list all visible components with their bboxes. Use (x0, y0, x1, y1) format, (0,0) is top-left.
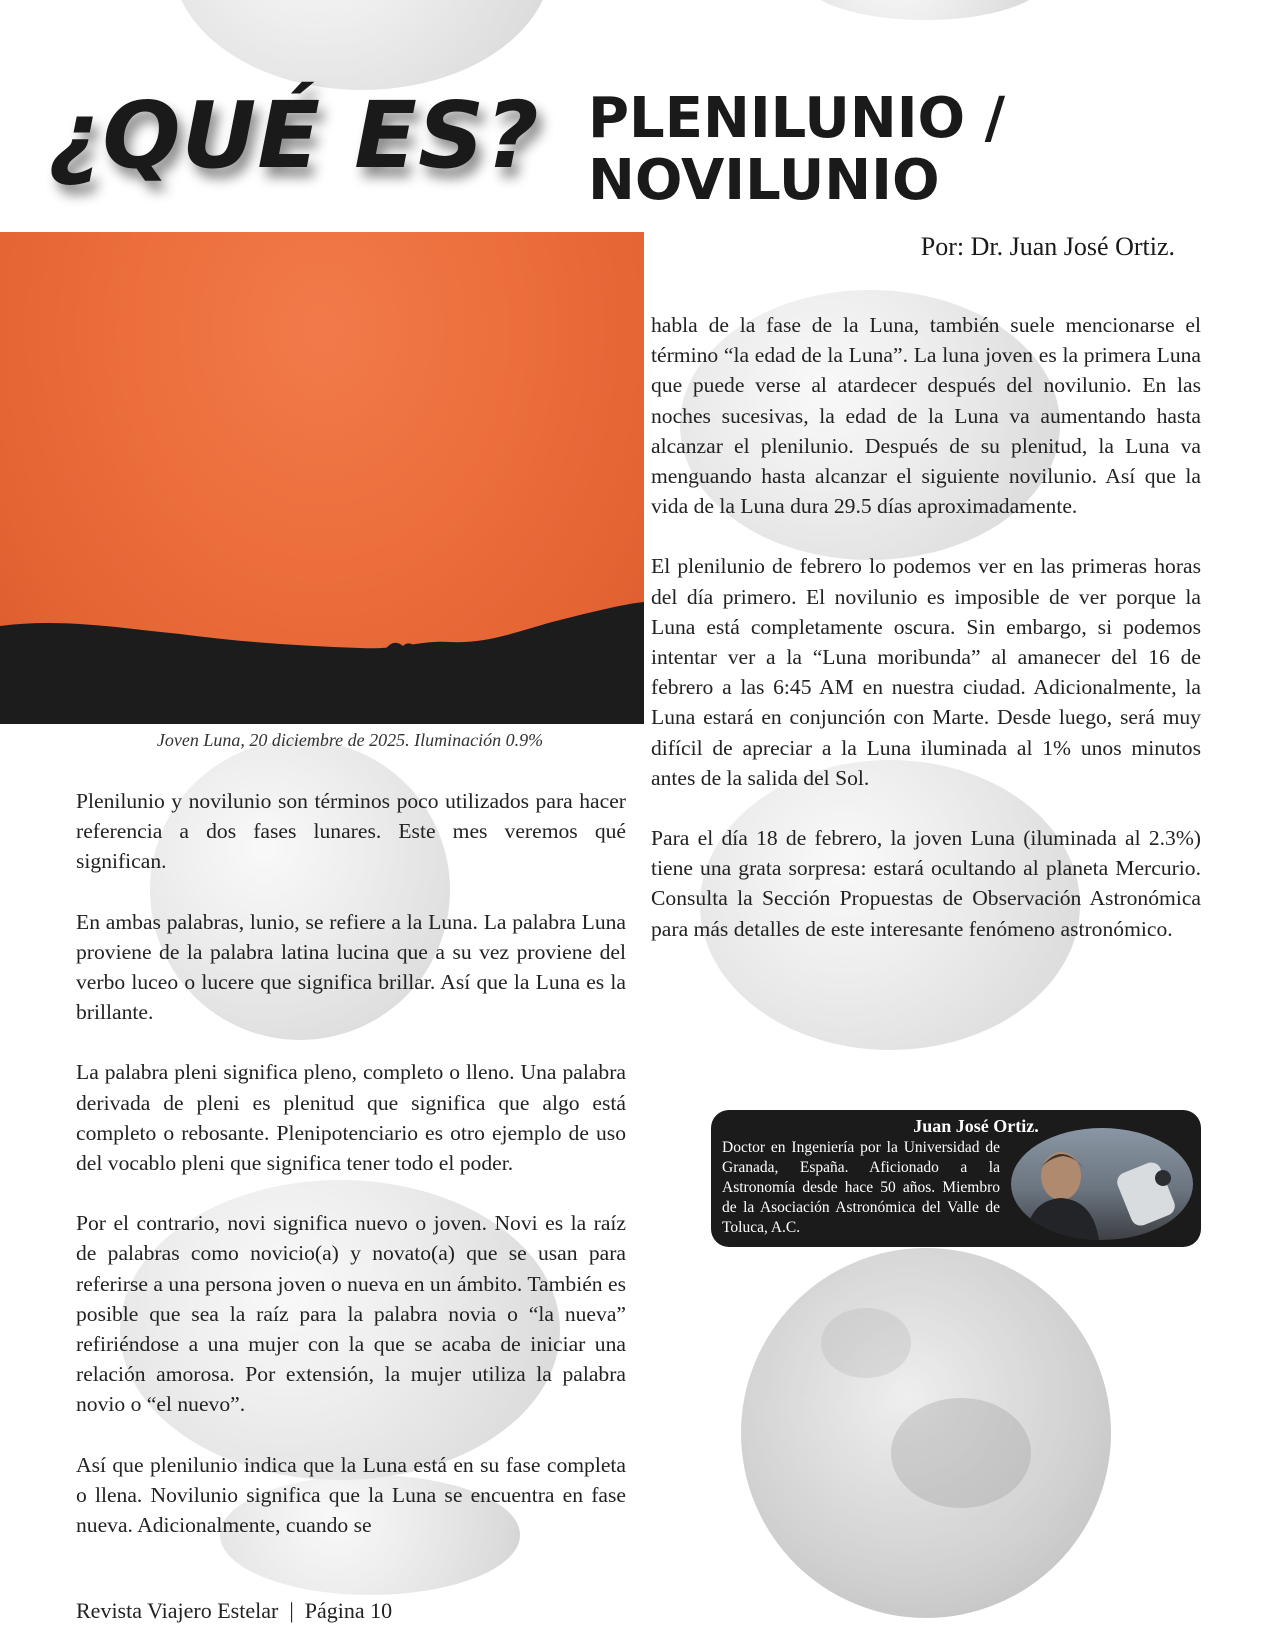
paragraph: El plenilunio de febrero lo podemos ver en las primeras horas del día primero. El novilunio es imposible de ver porque la Luna está completamente oscura. Sin embargo, si podemos intentar ver a la “Luna moribunda” al amanecer del 16 de febrero a las 6:45 AM en nuestra ciudad. Adicionalmente, la Luna estará en conjunción con Marte. Desde luego, será muy difícil de apreciar a la Luna iluminada al 1% unos minutos antes de la salida del Sol. (651, 554, 1201, 790)
paragraph: Para el día 18 de febrero, la joven Luna (iluminada al 2.3%) tiene una grata sorpresa: estará ocultando al planeta Mercurio. Consulta la Sección Propuestas de Observación Astronómica para más detalles de este interesante fenómeno astronómico. (651, 826, 1201, 941)
page-footer: Revista Viajero Estelar | Página 10 (76, 1598, 393, 1623)
moon-decoration-bottom-right (741, 1248, 1111, 1618)
paragraph: habla de la fase de la Luna, también suele mencionarse el término “la edad de la Luna”. La luna joven es la primera Luna que puede verse al atardecer después del novilunio. En las noches sucesivas, la edad de la Luna va aumentando hasta alcanzar el plenilunio. Después de su plenitud, la Luna va menguando hasta alcanzar el siguiente novilunio. Así que la vida de la Luna dura 29.5 días aproximadamente. (651, 313, 1201, 519)
horizon-silhouette (0, 584, 644, 724)
author-photo (1011, 1128, 1193, 1240)
author-byline: Por: Dr. Juan José Ortiz. (920, 232, 1175, 261)
left-column (76, 786, 626, 1570)
paragraph: Plenilunio y novilunio son términos poco utilizados para hacer referencia a dos fases lunares. Este mes veremos qué significan. (76, 789, 626, 874)
bio-name: Juan José Ortiz. (913, 1116, 1039, 1136)
moon-decoration-top-right (805, 0, 1045, 20)
sunset-photo (0, 232, 644, 724)
bio-text: Doctor en Ingeniería por la Universidad de Granada, España. Aficionado a la Astronomía desde hace 50 años. Miembro de la Asociación Astronómica del Valle de Toluca, A.C. (722, 1139, 1000, 1236)
article-title (588, 88, 1005, 212)
section-kicker: ¿QUÉ ES? (48, 82, 540, 189)
paragraph: La palabra pleni significa pleno, completo o lleno. Una palabra derivada de pleni es plenitud que significa que algo está completo o rebosante. Plenipotenciario es otro ejemplo de uso del vocablo pleni que significa tener todo el poder. (76, 1060, 626, 1176)
title-line-2: NOVILUNIO (588, 148, 940, 213)
paragraph: En ambas palabras, lunio, se refiere a la Luna. La palabra Luna proviene de la palabra latina lucina que a su vez proviene del verbo luceo o lucere que significa brillar. Así que la Luna es la brillante. (76, 909, 626, 1025)
photo-caption: Joven Luna, 20 diciembre de 2025. Iluminación 0.9% (156, 730, 544, 750)
paragraph: Por el contrario, novi significa nuevo o joven. Novi es la raíz de palabras como novicio(a) y novato(a) que se usan para referirse a una persona joven o nueva en un ámbito. También es posible que sea la raíz para la palabra novia o “la nueva” refiriéndose a una mujer con la que se acaba de iniciar una relación amorosa. Por extensión, la mujer utiliza la palabra novio o “el nuevo”. (76, 1211, 626, 1417)
paragraph: Así que plenilunio indica que la Luna está en su fase completa o llena. Novilunio significa que la Luna se encuentra en fase nueva. Adicionalmente, cuando se (76, 1452, 626, 1538)
title-line-1: PLENILUNIO / (588, 86, 1006, 151)
moon-decoration-top-left (172, 0, 552, 90)
right-column (651, 310, 1201, 974)
author-bio-box (711, 1110, 1201, 1247)
